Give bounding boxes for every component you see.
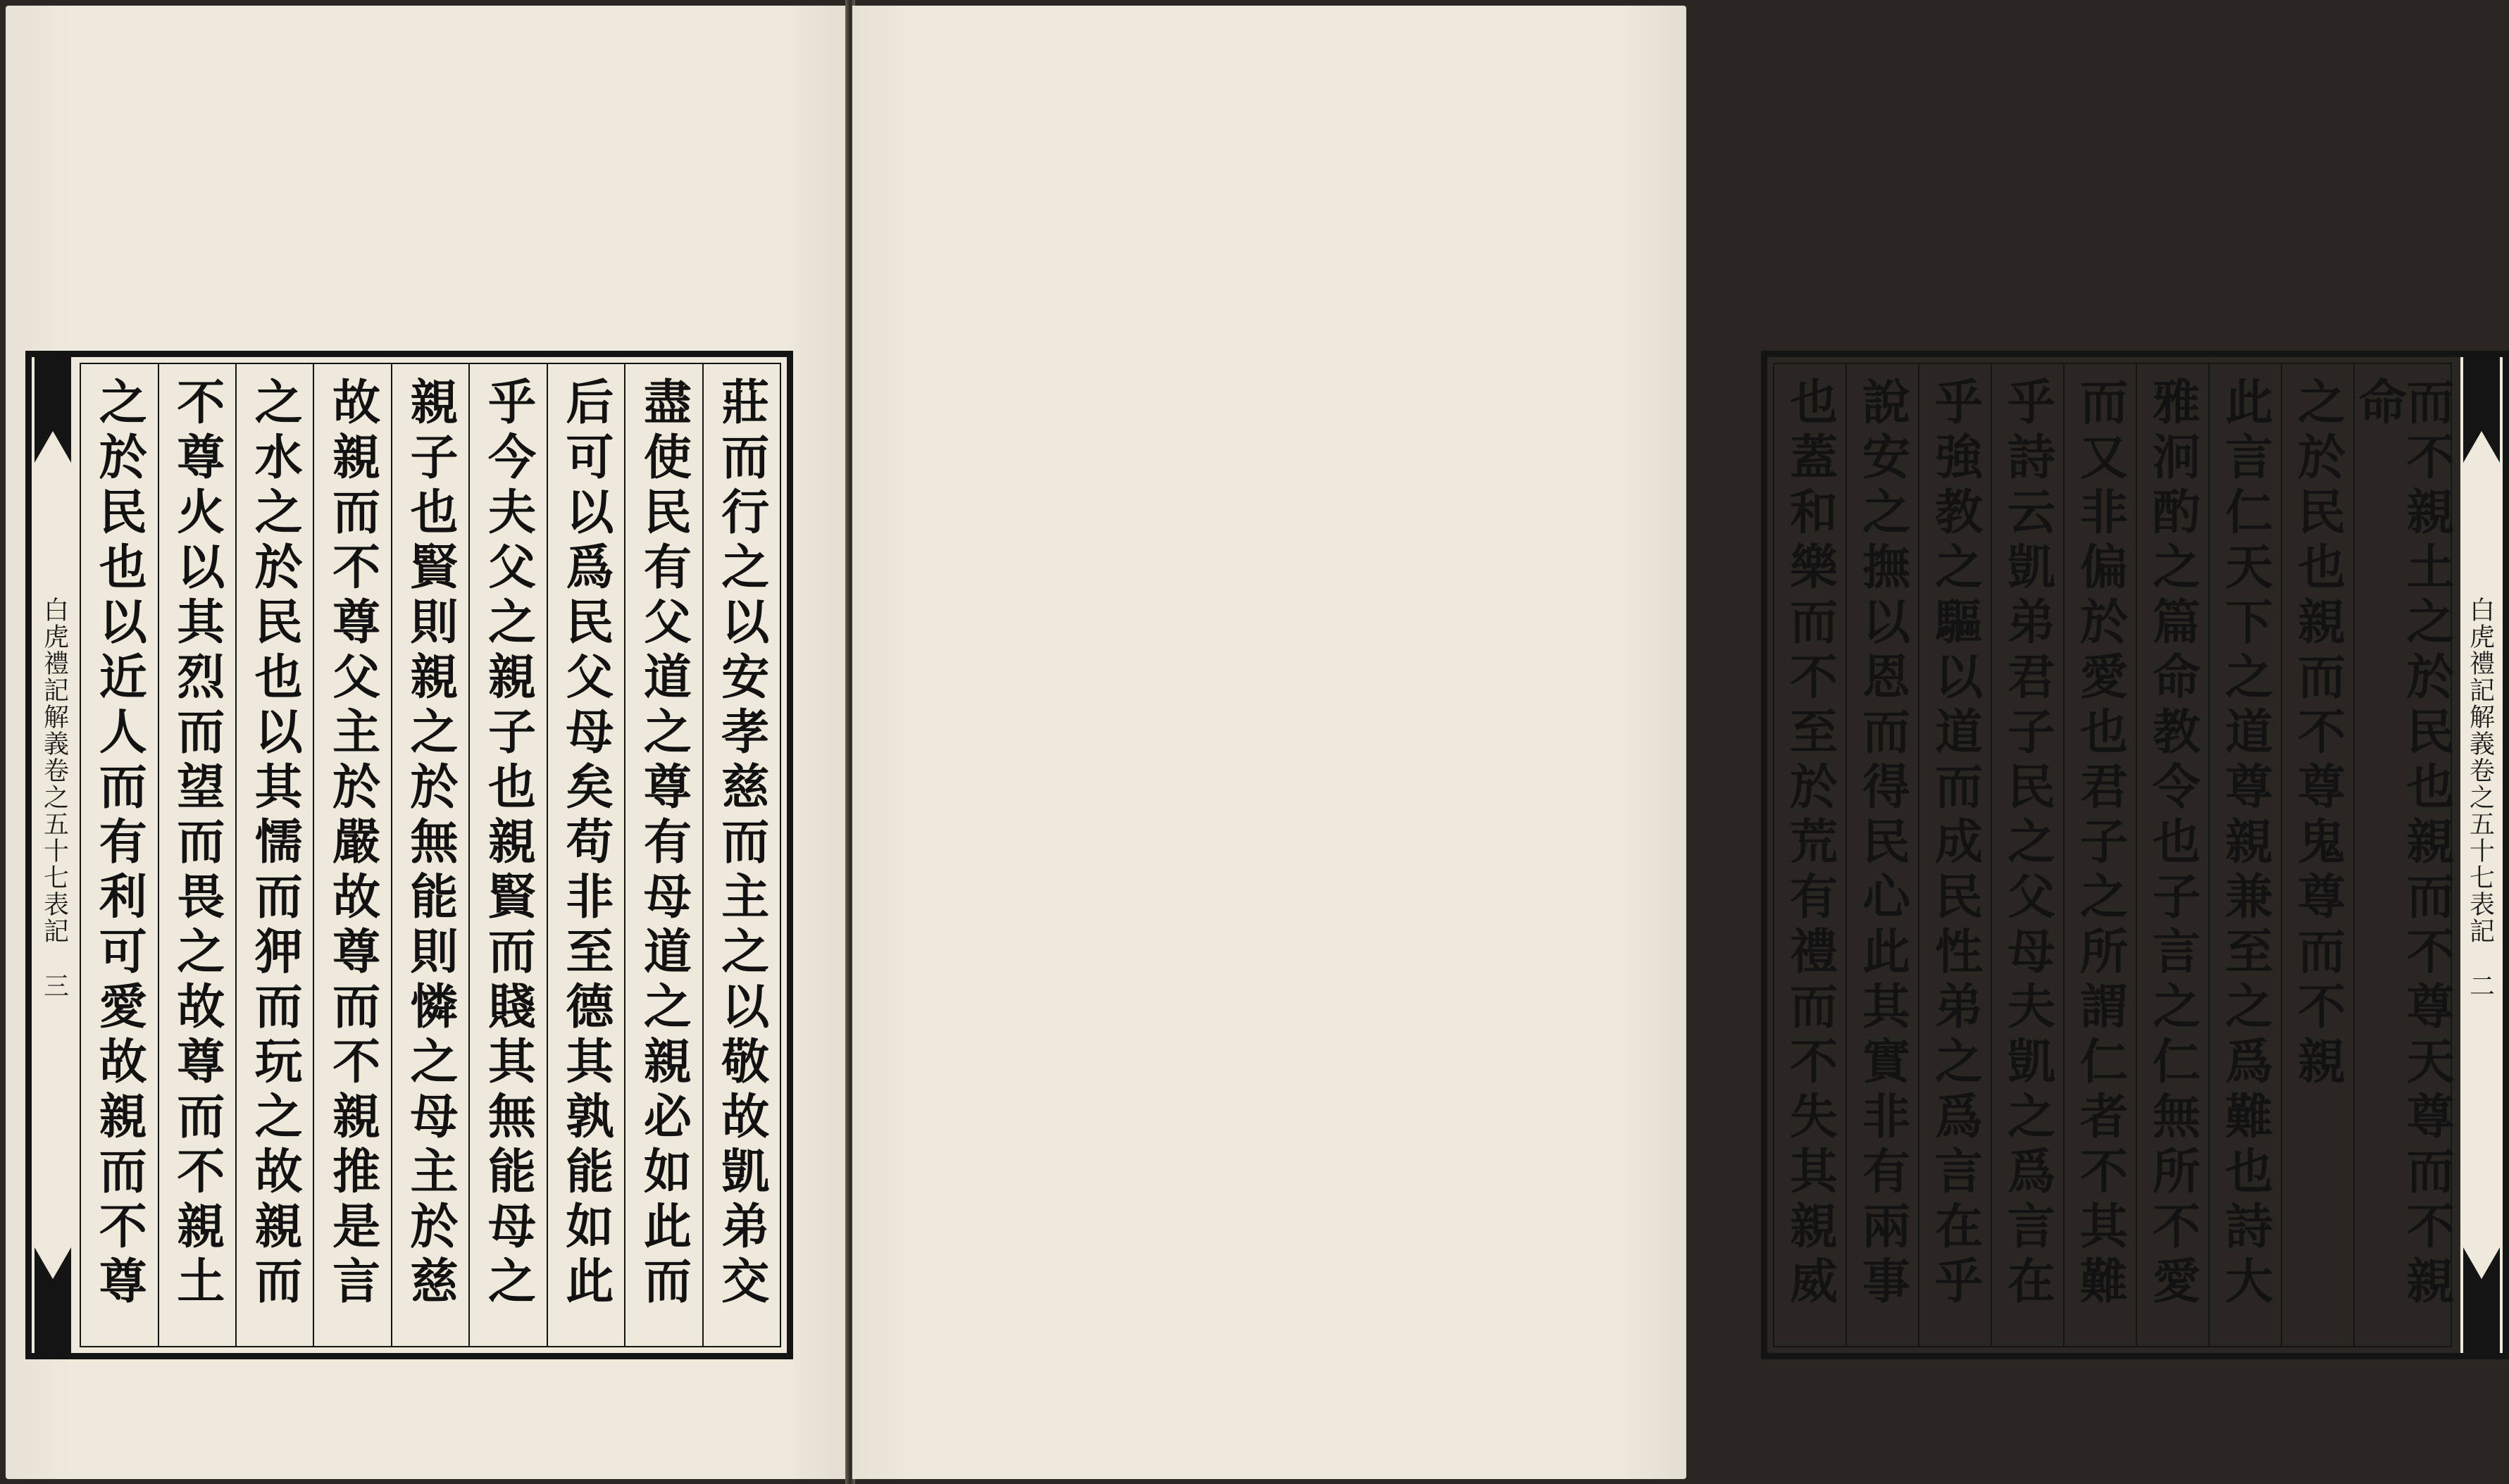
right-column-1 xyxy=(2351,364,2455,1346)
right-column-2 xyxy=(2281,364,2353,1346)
right-column-text: 乎強教之驅以道而成民性弟之爲言在乎 xyxy=(1926,377,1984,1311)
right-page-center-margin xyxy=(2460,357,2503,1353)
right-column-8 xyxy=(1845,364,1918,1346)
right-column-text: 之於民也親而不尊鬼尊而不親 xyxy=(2289,377,2346,1091)
right-column-3 xyxy=(2208,364,2281,1346)
left-column-3 xyxy=(547,364,624,1346)
right-column-7 xyxy=(1918,364,1991,1346)
right-column-grid xyxy=(1773,363,2455,1347)
left-column-text: 之於民也以近人而有利可愛故親而不尊 xyxy=(91,377,148,1311)
right-column-text: 雅泂酌之篇命教令也子言之仁無所不愛 xyxy=(2144,377,2201,1311)
left-page xyxy=(6,6,848,1479)
left-column-7 xyxy=(235,364,313,1346)
right-column-5 xyxy=(2063,364,2136,1346)
right-column-text: 而不親土之於民也親而不尊天尊而不親命 xyxy=(2351,377,2455,1311)
left-column-4 xyxy=(468,364,546,1346)
right-page xyxy=(852,6,2495,1479)
right-margin-title xyxy=(2459,597,2501,999)
left-column-text: 盡使民有父道之尊有母道之親必如此而 xyxy=(635,377,692,1311)
left-column-text: 乎今夫父之親子也親賢而賤其無能母之 xyxy=(480,377,537,1311)
left-column-5 xyxy=(391,364,468,1346)
left-margin-title-text: 白虎禮記解義卷之五十七表記 xyxy=(39,597,69,944)
right-column-text: 而又非偏於愛也君子之所謂仁者不其難 xyxy=(2072,377,2129,1311)
right-column-6 xyxy=(1991,364,2063,1346)
left-column-9 xyxy=(81,364,157,1346)
right-column-9 xyxy=(1774,364,1845,1346)
right-text-frame xyxy=(1761,351,2509,1359)
left-column-text: 不尊火以其烈而望而畏之故尊而不親土 xyxy=(168,377,225,1311)
right-column-4 xyxy=(2136,364,2208,1346)
left-folio-number: 三 xyxy=(39,973,69,999)
right-folio-number: 二 xyxy=(2465,973,2495,999)
left-column-2 xyxy=(624,364,702,1346)
left-column-text: 后可以爲民父母矣苟非至德其孰能如此 xyxy=(557,377,614,1311)
left-column-8 xyxy=(158,364,235,1346)
left-column-6 xyxy=(313,364,390,1346)
left-column-grid xyxy=(80,363,781,1347)
right-margin-title-text: 白虎禮記解義卷之五十七表記 xyxy=(2465,597,2495,944)
fishtail-top-icon xyxy=(2463,357,2500,463)
fishtail-top-icon xyxy=(35,357,71,463)
left-column-text: 之水之於民也以其懦而狎而玩之故親而 xyxy=(247,377,304,1311)
left-margin-title xyxy=(33,597,75,999)
left-text-frame xyxy=(25,351,793,1359)
left-column-text: 莊而行之以安孝慈而主之以敬故凱弟交 xyxy=(713,377,770,1311)
fishtail-bottom-icon xyxy=(35,1247,71,1353)
left-column-text: 故親而不尊父主於嚴故尊而不親推是言 xyxy=(324,377,381,1311)
right-column-text: 乎詩云凱弟君子民之父母夫凱之爲言在 xyxy=(1999,377,2056,1311)
right-column-text: 此言仁天下之道尊親兼至之爲難也詩大 xyxy=(2217,377,2274,1311)
left-page-center-margin xyxy=(32,357,74,1353)
right-column-text: 說安之撫以恩而得民心此其實非有兩事 xyxy=(1854,377,1911,1311)
fishtail-bottom-icon xyxy=(2463,1247,2500,1353)
left-column-1 xyxy=(702,364,780,1346)
left-column-text: 親子也賢則親之於無能則憐之母主於慈 xyxy=(402,377,459,1311)
right-column-text: 也蓋和樂而不至於荒有禮而不失其親威 xyxy=(1781,377,1838,1311)
